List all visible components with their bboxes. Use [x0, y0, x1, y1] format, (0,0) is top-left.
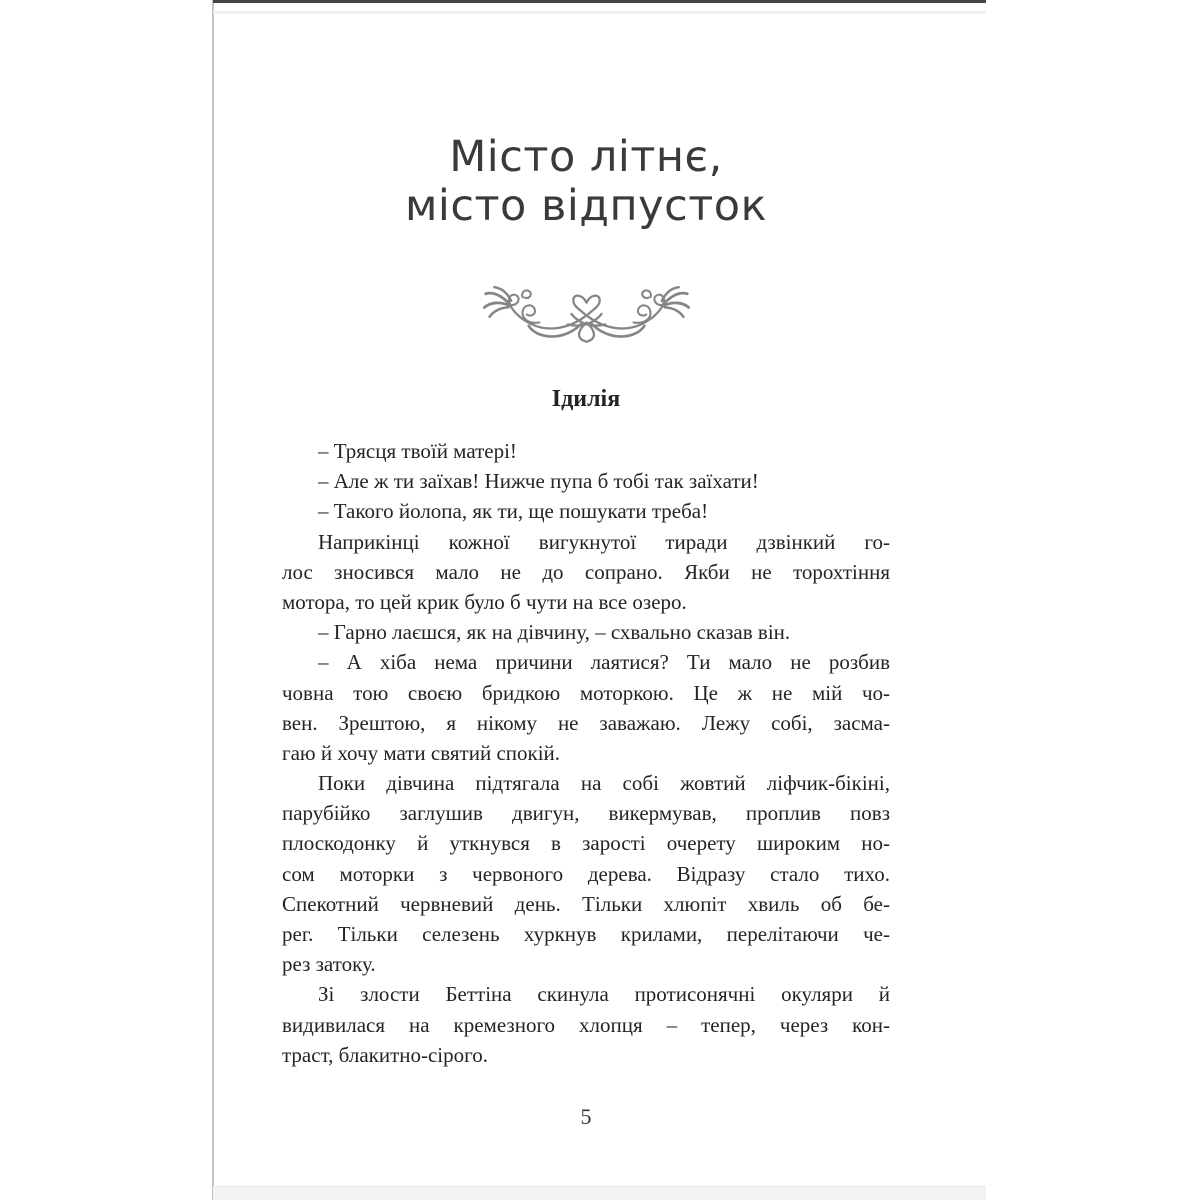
text-line: вен. Зрештою, я нікому не заважаю. Лежу собі, засма- [282, 710, 890, 735]
text-line: – Трясця твоїй матері! [318, 439, 517, 463]
page-number: 5 [580, 1104, 592, 1129]
text-line: гаю й хочу мати святий спокій. [282, 740, 561, 765]
chapter-title-line-2: місто відпусток [404, 181, 768, 231]
text-line: видивилася на кремезного хлопця – тепер, через кон- [282, 1012, 890, 1037]
text-column [282, 0, 890, 1200]
text-line: Спекотний червневий день. Тільки хлюпіт хвиль об бе- [282, 891, 890, 916]
text-line: Зі злости Беттіна скинула протисонячні окуляри й [318, 982, 890, 1007]
text-line: – Такого йолопа, як ти, ще пошукати треба! [318, 499, 709, 524]
text-line: рез затоку. [282, 952, 376, 977]
text-line: – Але ж ти заїхав! Нижче пупа б тобі так заїхати! [318, 469, 759, 494]
text-line: лос зносився мало не до сопрано. Якби не торохтіння [282, 559, 890, 584]
text-line: – Гарно лаєшся, як на дівчину, – схвально сказав він. [318, 620, 791, 645]
body-text [282, 436, 890, 1070]
decorative-flourish-icon [282, 282, 890, 351]
section-heading: Ідилія [551, 386, 621, 412]
text-line: Наприкінці кожної вигукнутої тиради дзвінкий го- [318, 529, 890, 554]
text-line: мотора, то цей крик було б чути на все озеро. [282, 589, 687, 614]
text-line: парубійко заглушив двигун, викермував, проплив повз [282, 801, 890, 826]
text-line: човна тою своєю бридкою моторкою. Це ж не мій чо- [282, 680, 890, 705]
chapter-title-line-1: Місто літнє, [449, 132, 723, 182]
chapter-title [282, 133, 890, 231]
text-line: Поки дівчина підтягала на собі жовтий ліфчик-бікіні, [318, 771, 890, 796]
text-line: траст, блакитно-сірого. [282, 1042, 488, 1067]
text-line: – А хіба нема причини лаятися? Ти мало не розбив [318, 650, 890, 675]
text-line: плоскодонку й уткнувся в зарості очерету широким но- [282, 831, 890, 856]
text-line: сом моторки з червоного дерева. Відразу стало тихо. [282, 861, 890, 886]
text-line: рег. Тільки селезень хуркнув крилами, перелітаючи че- [282, 922, 890, 946]
